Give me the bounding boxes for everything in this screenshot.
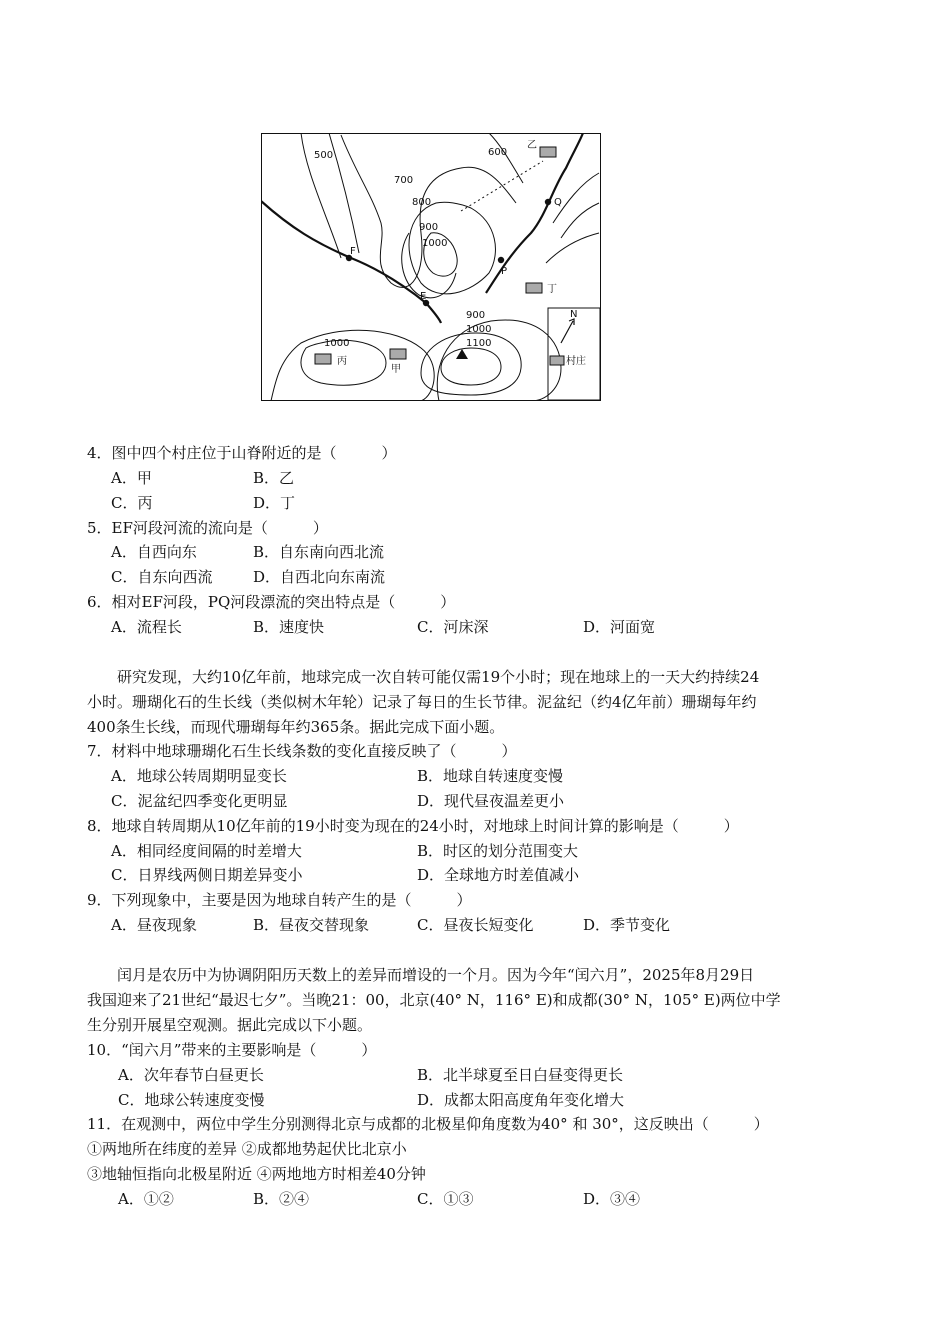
- q7-option-c: C．泥盆纪四季变化更明显: [111, 792, 288, 810]
- passage-coral-line: 研究发现，大约10亿年前，地球完成一次自转可能仅需19个小时；现在地球上的一天大约持续24: [87, 668, 760, 686]
- village-label-ding: 丁: [547, 284, 557, 295]
- contour-label-800: 800: [412, 197, 432, 208]
- contour-label-1000-bottom: 1000: [466, 324, 492, 335]
- passage-coral: [87, 665, 862, 740]
- passage-leap-month-line: 闰月是农历中为协调阴阳历天数上的差异而增设的一个月。因为今年“闰六月”，2025年8月29日: [87, 966, 755, 984]
- q6-option-d: D．河面宽: [583, 618, 656, 636]
- contour-label-900: 900: [419, 222, 439, 233]
- q8-option-d: D．全球地方时差值减小: [417, 866, 580, 884]
- q11-option-b: B．②④: [253, 1190, 310, 1208]
- village-label-bing: 丙: [337, 356, 347, 367]
- passage-coral-line: 400条生长线，而现代珊瑚每年约365条。据此完成下面小题。: [87, 718, 505, 736]
- q9-option-a: A．昼夜现象: [111, 916, 197, 934]
- q10-stem: 10．“闰六月”带来的主要影响是（ ）: [87, 1041, 377, 1059]
- q10-option-a: A．次年春节白昼更长: [118, 1066, 264, 1084]
- q11-option-c: C．①③: [417, 1190, 474, 1208]
- point-label-e: E: [420, 291, 427, 302]
- q9-option-b: B．昼夜交替现象: [253, 916, 370, 934]
- q8-option-c: C．日界线两侧日期差异变小: [111, 866, 303, 884]
- q6-option-a: A．流程长: [111, 618, 182, 636]
- passage-leap-month-line: 我国迎来了21世纪“最迟七夕”。当晚21：00，北京(40° N，116° E)和成都(30° N，105° E)两位中学: [87, 991, 781, 1009]
- contour-label-700: 700: [394, 175, 414, 186]
- village-yi-icon: [540, 147, 556, 157]
- q4-option-c: C．丙: [111, 494, 153, 512]
- q7-option-a: A．地球公转周期明显变长: [111, 767, 287, 785]
- q7-option-d: D．现代昼夜温差更小: [417, 792, 565, 810]
- q7-stem: 7．材料中地球珊瑚化石生长线条数的变化直接反映了（ ）: [87, 742, 517, 760]
- contour-label-1000-left: 1000: [324, 338, 350, 349]
- q10-option-b: B．北半球夏至日白昼变得更长: [417, 1066, 624, 1084]
- q4-option-b: B．乙: [253, 469, 295, 487]
- q11-statements-2: ③地轴恒指向北极星附近 ④两地地方时相差40分钟: [87, 1165, 426, 1183]
- point-label-p: P: [501, 266, 508, 277]
- contour-label-900-bottom: 900: [466, 310, 486, 321]
- q6-option-b: B．速度快: [253, 618, 325, 636]
- q9-stem: 9．下列现象中，主要是因为地球自转产生的是（ ）: [87, 891, 472, 909]
- q8-option-b: B．时区的划分范围变大: [417, 842, 579, 860]
- point-label-f: F: [350, 246, 356, 257]
- point-p-dot: [498, 257, 504, 263]
- passage-leap-month: [87, 963, 862, 1038]
- legend-village-icon: [550, 356, 564, 365]
- q8-stem: 8．地球自转周期从10亿年前的19小时变为现在的24小时，对地球上时间计算的影响是（ ）: [87, 817, 739, 835]
- village-bing-icon: [315, 354, 331, 364]
- q5-option-a: A．自西向东: [111, 543, 197, 561]
- legend-label: 村庄: [566, 356, 586, 367]
- village-label-jia: 甲: [391, 364, 401, 375]
- q5-option-c: C．自东向西流: [111, 568, 213, 586]
- passage-leap-month-line: 生分别开展星空观测。据此完成以下小题。: [87, 1016, 373, 1034]
- point-q-dot: [545, 199, 551, 205]
- q6-option-c: C．河床深: [417, 618, 489, 636]
- contour-label-500: 500: [314, 150, 334, 161]
- q11-stem: 11．在观测中，两位中学生分别测得北京与成都的北极星仰角度数为40° 和 30°，这反映出（ ）: [87, 1115, 769, 1133]
- q11-option-a: A．①②: [118, 1190, 174, 1208]
- q10-option-d: D．成都太阳高度角年变化增大: [417, 1091, 625, 1109]
- q4-option-d: D．丁: [253, 494, 296, 512]
- q4-stem: 4．图中四个村庄位于山脊附近的是（ ）: [87, 444, 397, 462]
- q5-option-d: D．自西北向东南流: [253, 568, 386, 586]
- village-label-yi: 乙: [527, 140, 537, 151]
- north-label: N: [570, 309, 578, 320]
- passage-coral-line: 小时。珊瑚化石的生长线（类似树木年轮）记录了每日的生长节律。泥盆纪（约4亿年前）珊瑚每年约: [87, 693, 757, 711]
- contour-label-600: 600: [488, 147, 508, 158]
- q11-option-d: D．③④: [583, 1190, 641, 1208]
- q8-option-a: A．相同经度间隔的时差增大: [111, 842, 302, 860]
- q9-option-d: D．季节变化: [583, 916, 671, 934]
- q5-option-b: B．自东南向西北流: [253, 543, 385, 561]
- q7-option-b: B．地球自转速度变慢: [417, 767, 564, 785]
- q6-stem: 6．相对EF河段，PQ河段漂流的突出特点是（ ）: [87, 593, 456, 611]
- contour-label-1000: 1000: [422, 238, 448, 249]
- village-jia-icon: [390, 349, 406, 359]
- q11-statements-1: ①两地所在纬度的差异 ②成都地势起伏比北京小: [87, 1140, 407, 1158]
- q9-option-c: C．昼夜长短变化: [417, 916, 534, 934]
- q10-option-c: C．地球公转速度变慢: [118, 1091, 265, 1109]
- q5-stem: 5．EF河段河流的流向是（ ）: [87, 519, 328, 537]
- contour-label-1100: 1100: [466, 338, 492, 349]
- contour-map: [261, 133, 601, 401]
- q4-option-a: A．甲: [111, 469, 152, 487]
- point-label-q: Q: [554, 197, 562, 208]
- village-ding-icon: [526, 283, 542, 293]
